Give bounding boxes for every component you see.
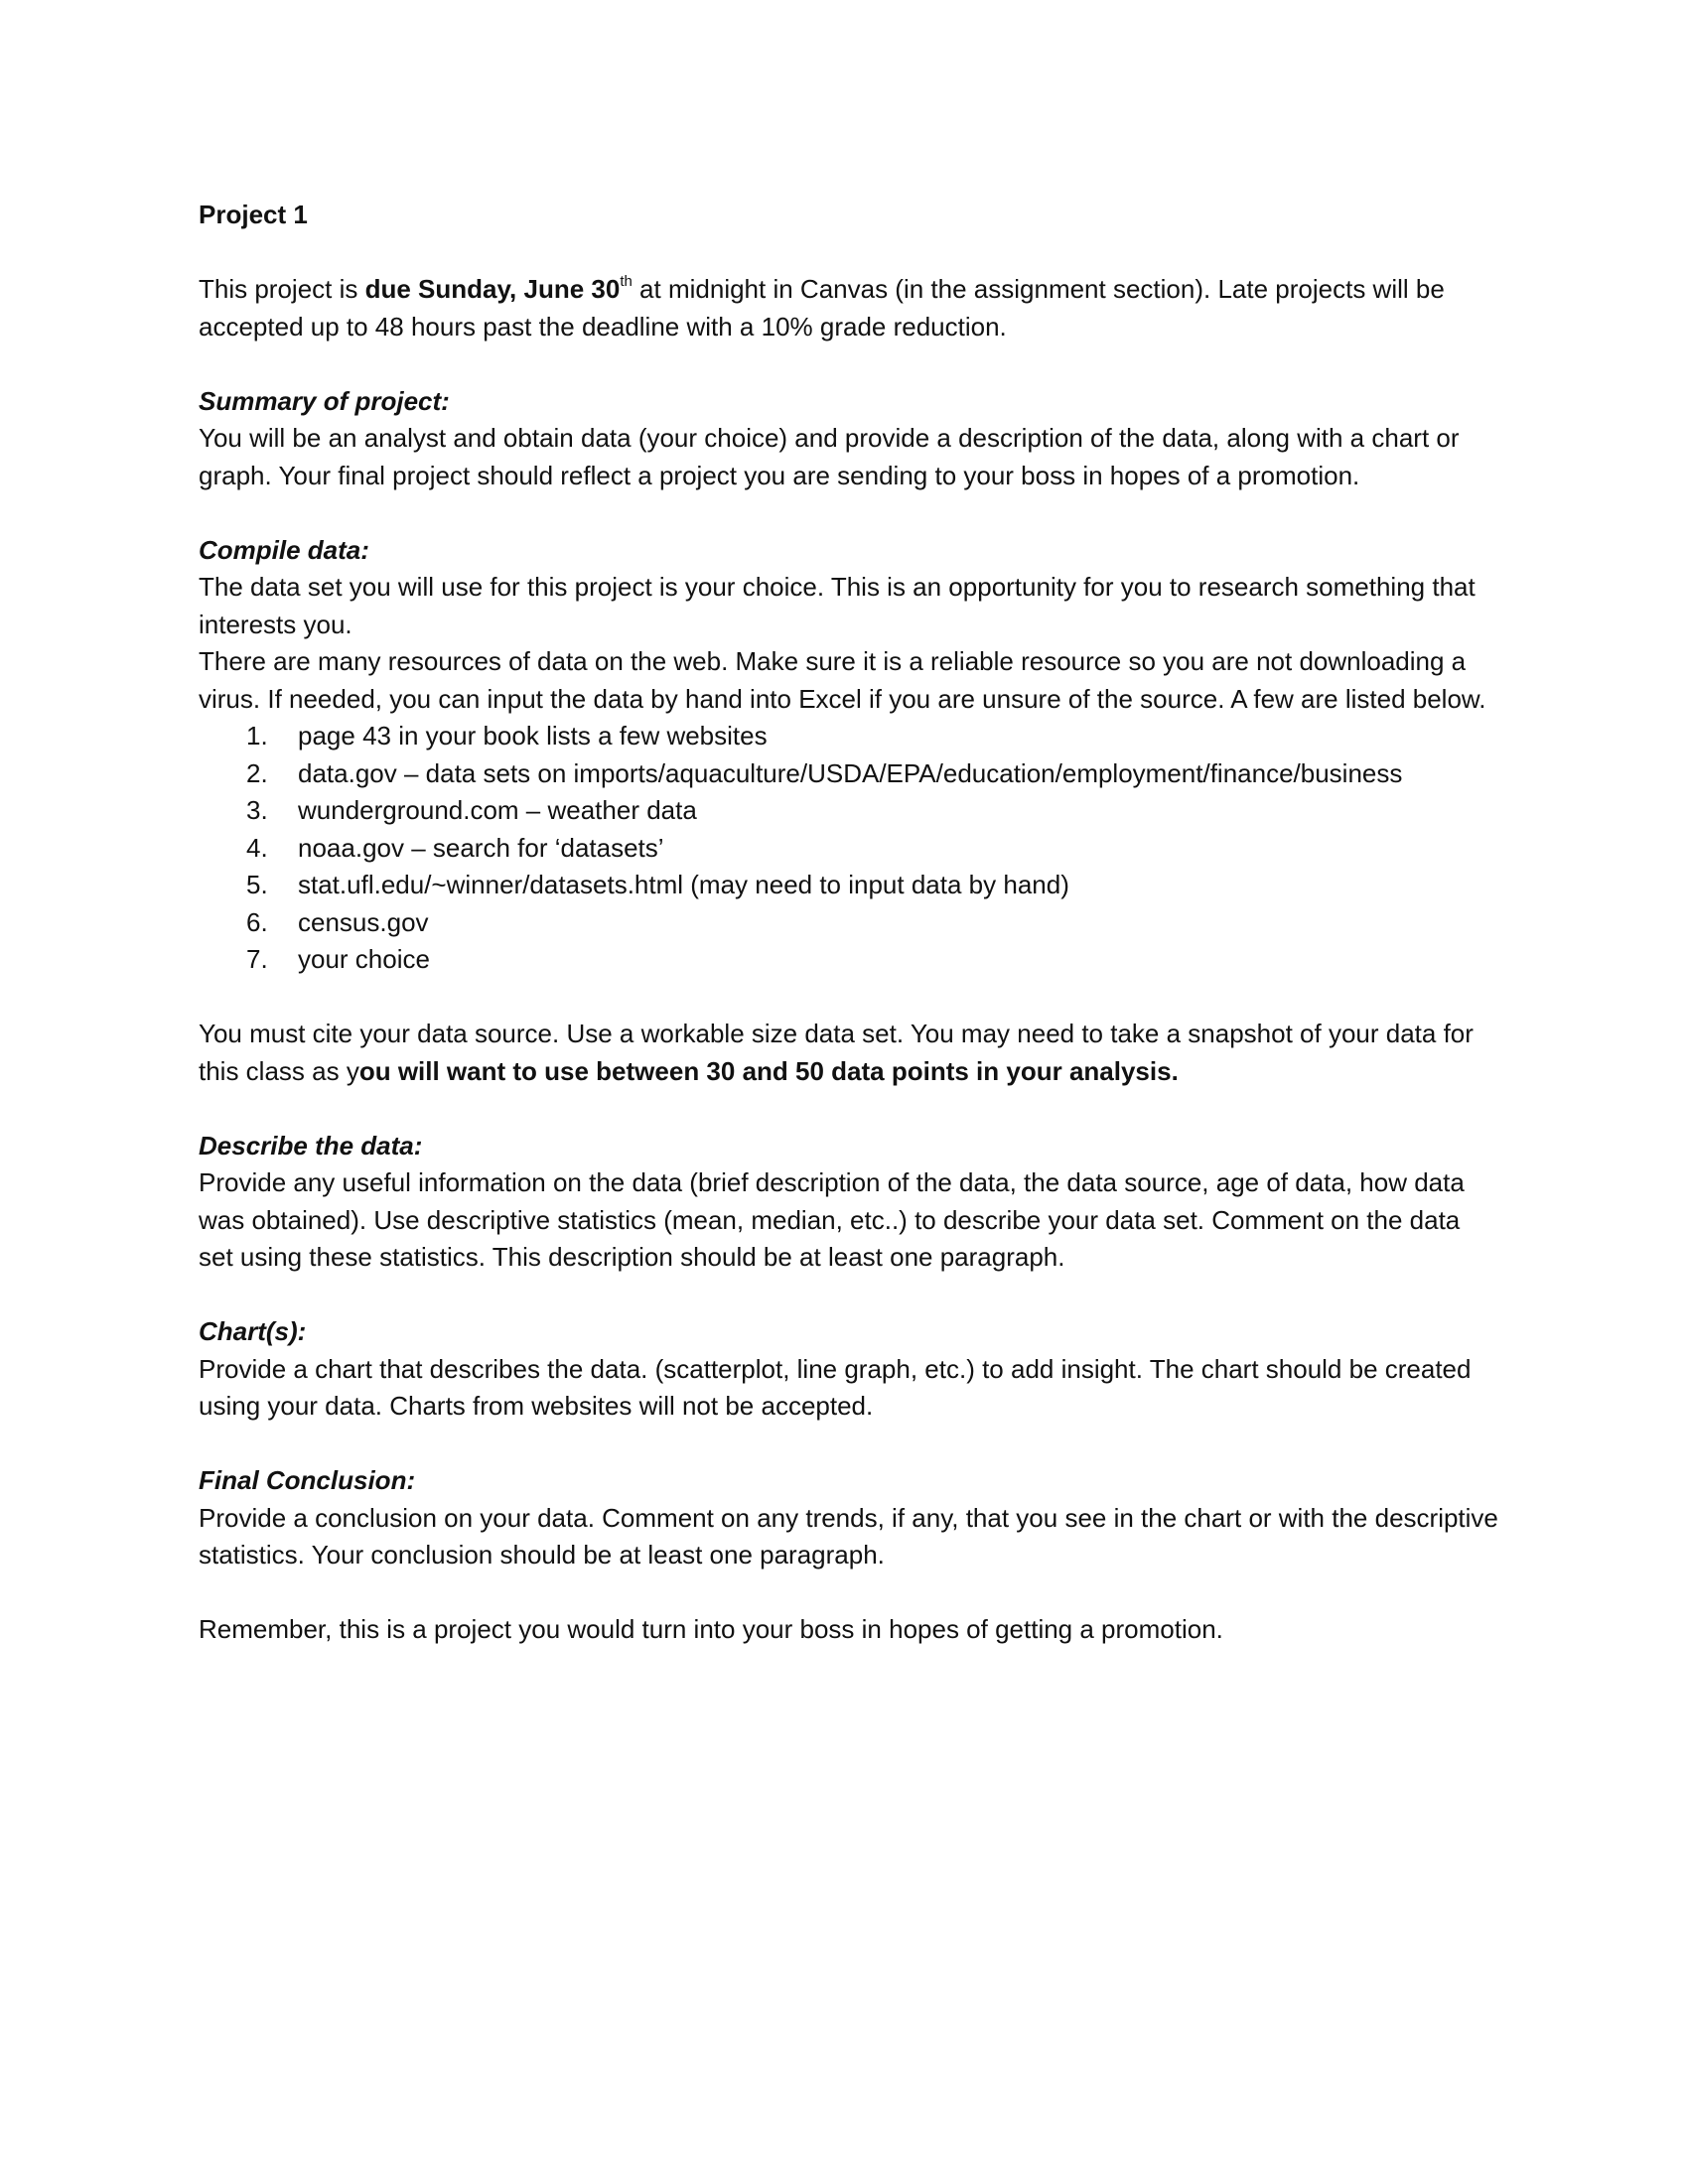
resource-list — [199, 718, 1499, 979]
spacer — [199, 979, 1499, 1017]
intro-text-start: This project is — [199, 274, 365, 304]
due-date-suffix: th — [620, 273, 633, 291]
list-item-number: 4. — [246, 832, 268, 863]
spacer — [199, 1277, 1499, 1314]
list-item — [199, 941, 1499, 979]
document-title: Project 1 — [199, 200, 308, 229]
summary-paragraph: You will be an analyst and obtain data (your choice) and provide a description of the data, along with a chart or graph. Your final project should reflect a project you are sending to your boss in hopes of a promotion. — [199, 423, 1460, 490]
list-item-text: census.gov — [298, 906, 429, 937]
compile-paragraph-2: There are many resources of data on the web. Make sure it is a reliable resource so you are not downloading a virus. If needed, you can input the data by hand into Excel if you are unsure of the source. A few are listed below. — [199, 646, 1486, 714]
due-date: due Sunday, June 30 — [364, 274, 621, 304]
list-item-text: wunderground.com – weather data — [298, 795, 697, 825]
list-item — [199, 755, 1499, 793]
closing-paragraph: Remember, this is a project you would turn into your boss in hopes of getting a promotion. — [199, 1614, 1223, 1644]
conclusion-heading: Final Conclusion: — [199, 1465, 416, 1495]
list-item — [199, 904, 1499, 942]
list-item-number: 3. — [246, 795, 268, 825]
cite-paragraph — [199, 1016, 1499, 1090]
spacer — [199, 1090, 1499, 1128]
compile-heading: Compile data: — [199, 534, 369, 565]
list-item-number: 1. — [246, 721, 268, 751]
list-item-text: page 43 in your book lists a few websites — [298, 721, 768, 751]
list-item-text: your choice — [298, 944, 430, 974]
compile-paragraph-1: The data set you will use for this project is your choice. This is an opportunity for you to research something that interests you. — [199, 572, 1476, 639]
charts-paragraph: Provide a chart that describes the data. (scatterplot, line graph, etc.) to add insight. The chart should be created using your data. Charts from websites will not be accepted. — [199, 1353, 1472, 1421]
spacer — [199, 234, 1499, 272]
list-item-number: 6. — [246, 906, 268, 937]
list-item-text: noaa.gov – search for ‘datasets’ — [298, 832, 664, 863]
spacer — [199, 1426, 1499, 1463]
list-item-number: 7. — [246, 944, 268, 974]
charts-heading: Chart(s): — [199, 1316, 307, 1346]
intro-paragraph — [199, 271, 1499, 345]
list-item — [199, 792, 1499, 830]
describe-paragraph: Provide any useful information on the data (brief description of the data, the data source, age of data, how data was obtained). Use descriptive statistics (mean, median, etc..) to describe your data set. Comment on the data set using these statistics. This description should be at least one paragraph. — [199, 1167, 1465, 1272]
list-item — [199, 718, 1499, 755]
list-item — [199, 830, 1499, 868]
spacer — [199, 345, 1499, 383]
list-item-number: 2. — [246, 757, 268, 788]
list-item-text: data.gov – data sets on imports/aquaculture/USDA/EPA/education/employment/finance/business — [298, 757, 1403, 788]
list-item-text: stat.ufl.edu/~winner/datasets.html (may need to input data by hand) — [298, 870, 1069, 899]
cite-text: You must cite your data source. Use a workable size data set. You may need to take a snapshot of your data for this class as y — [199, 1019, 1474, 1086]
list-item — [199, 867, 1499, 904]
conclusion-paragraph: Provide a conclusion on your data. Comment on any trends, if any, that you see in the chart or with the descriptive statistics. Your conclusion should be at least one paragraph. — [199, 1502, 1498, 1570]
document-page — [199, 197, 1499, 1649]
list-item-number: 5. — [246, 870, 268, 899]
spacer — [199, 494, 1499, 532]
spacer — [199, 1574, 1499, 1612]
data-points-requirement: ou will want to use between 30 and 50 data points in your analysis. — [358, 1055, 1179, 1086]
describe-heading: Describe the data: — [199, 1130, 423, 1160]
summary-heading: Summary of project: — [199, 385, 450, 416]
intro-text-end: at midnight in Canvas (in the assignment section). Late projects will be accepted up to 48 hours past the deadline with a 10% grade reduction. — [199, 274, 1445, 341]
